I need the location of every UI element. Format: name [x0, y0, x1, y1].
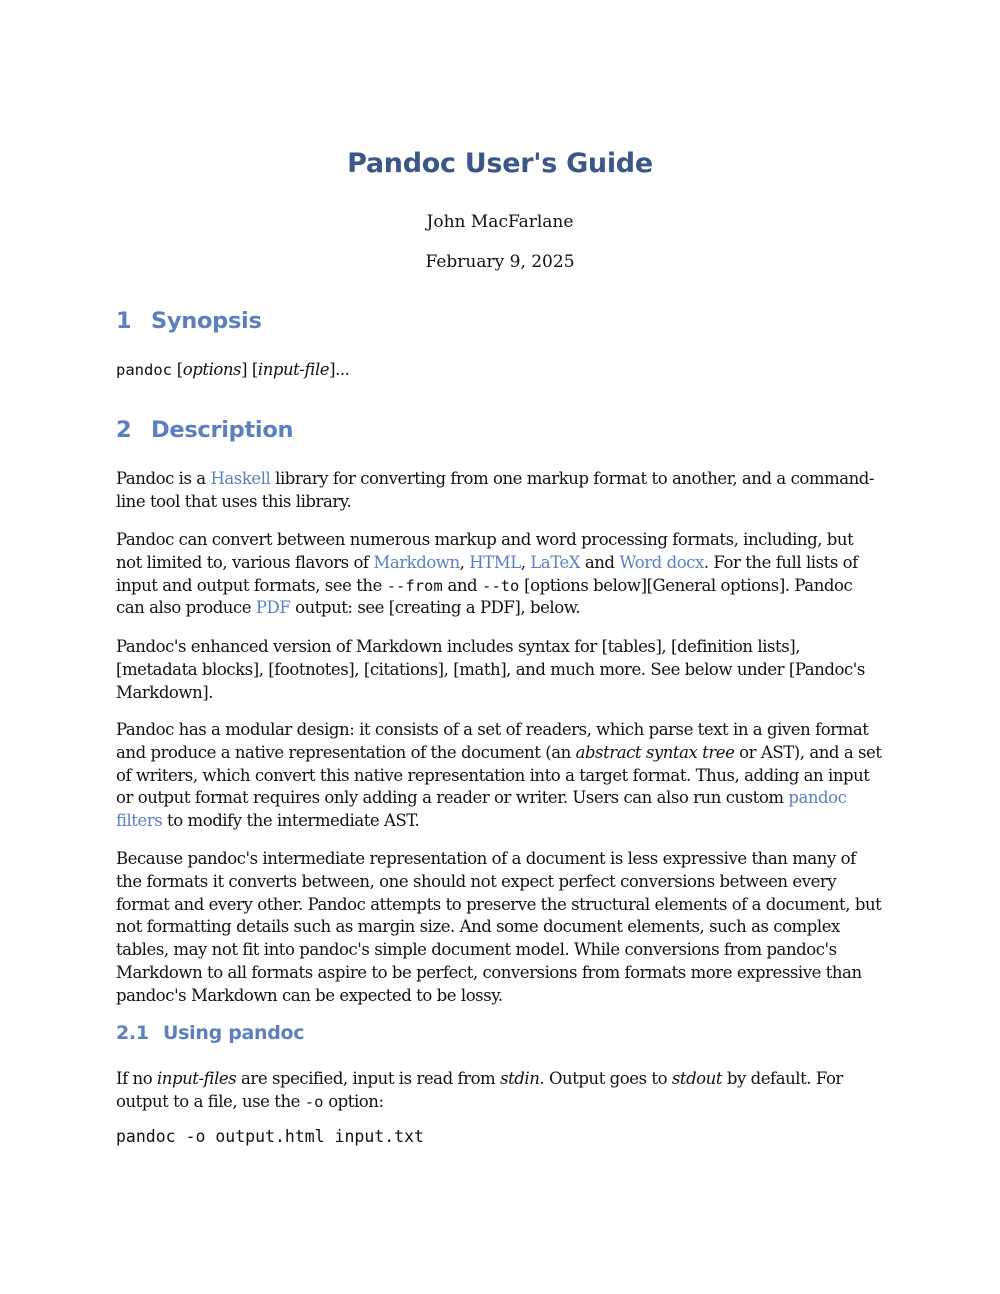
paragraph-formats: Pandoc can convert between numerous markup and word processing formats, including, but not limited to, various flavors of Markdown, HTML, LaTeX and Word docx. For the full lists of input and output formats, see the --from and --to [options below][General options]. Pandoc can also produce PDF output: see [creating a PDF], below.	[116, 530, 858, 618]
link-markdown[interactable]: Markdown	[373, 552, 460, 572]
paragraph-modular-design: Pandoc has a modular design: it consists of a set of readers, which parse text in a given format and produce a native representation of the document (an abstract syntax tree or AST), and a set of writers, which convert this native representation into a target format. Thus, adding an input or output format requires only adding a reader or writer. Users can also run custom pandoc filters to modify the intermediate AST.	[116, 720, 882, 831]
paragraph-markdown-extensions: Pandoc's enhanced version of Markdown includes syntax for [tables], [definition lists], [metadata blocks], [footnotes], [citations], [math], and much more. See below under [Pandoc's Markdown].	[116, 637, 865, 702]
section-heading-using-pandoc: 2.1 Using pandoc	[116, 1022, 305, 1044]
paragraph-using-pandoc: If no input-files are specified, input is read from stdin. Output goes to stdout by default. For output to a file, use the -o option:	[116, 1069, 843, 1111]
paragraph-lossy-conversions: Because pandoc's intermediate representation of a document is less expressive than many of the formats it converts between, one should not expect perfect conversions between every format and every other. Pandoc attempts to preserve the structural elements of a document, but not formatting details such as margin size. And some document elements, such as complex tables, may not fit into pandoc's simple document model. While conversions from pandoc's Markdown to all formats aspire to be perfect, conversions from formats more expressive than pandoc's Markdown can be expected to be lossy.	[116, 849, 882, 1005]
section-heading-synopsis: 1 Synopsis	[116, 308, 262, 334]
document-date: February 9, 2025	[425, 252, 575, 272]
paragraph-intro: Pandoc is a Haskell library for converting from one markup format to another, and a command-line tool that uses this library.	[116, 469, 875, 511]
link-latex[interactable]: LaTeX	[530, 552, 581, 572]
document-title: Pandoc User's Guide	[347, 148, 653, 179]
document-author: John MacFarlane	[426, 212, 574, 232]
code-example: pandoc -o output.html input.txt	[116, 1127, 424, 1146]
link-pdf[interactable]: PDF	[255, 598, 291, 618]
link-word-docx[interactable]: Word docx	[619, 552, 704, 572]
link-pandoc-filters[interactable]: pandoc filters	[116, 788, 847, 831]
synopsis-line: pandoc [options] [input-file]...	[116, 360, 350, 379]
link-html[interactable]: HTML	[469, 552, 521, 572]
link-haskell[interactable]: Haskell	[210, 469, 271, 488]
section-heading-description: 2 Description	[116, 417, 294, 443]
